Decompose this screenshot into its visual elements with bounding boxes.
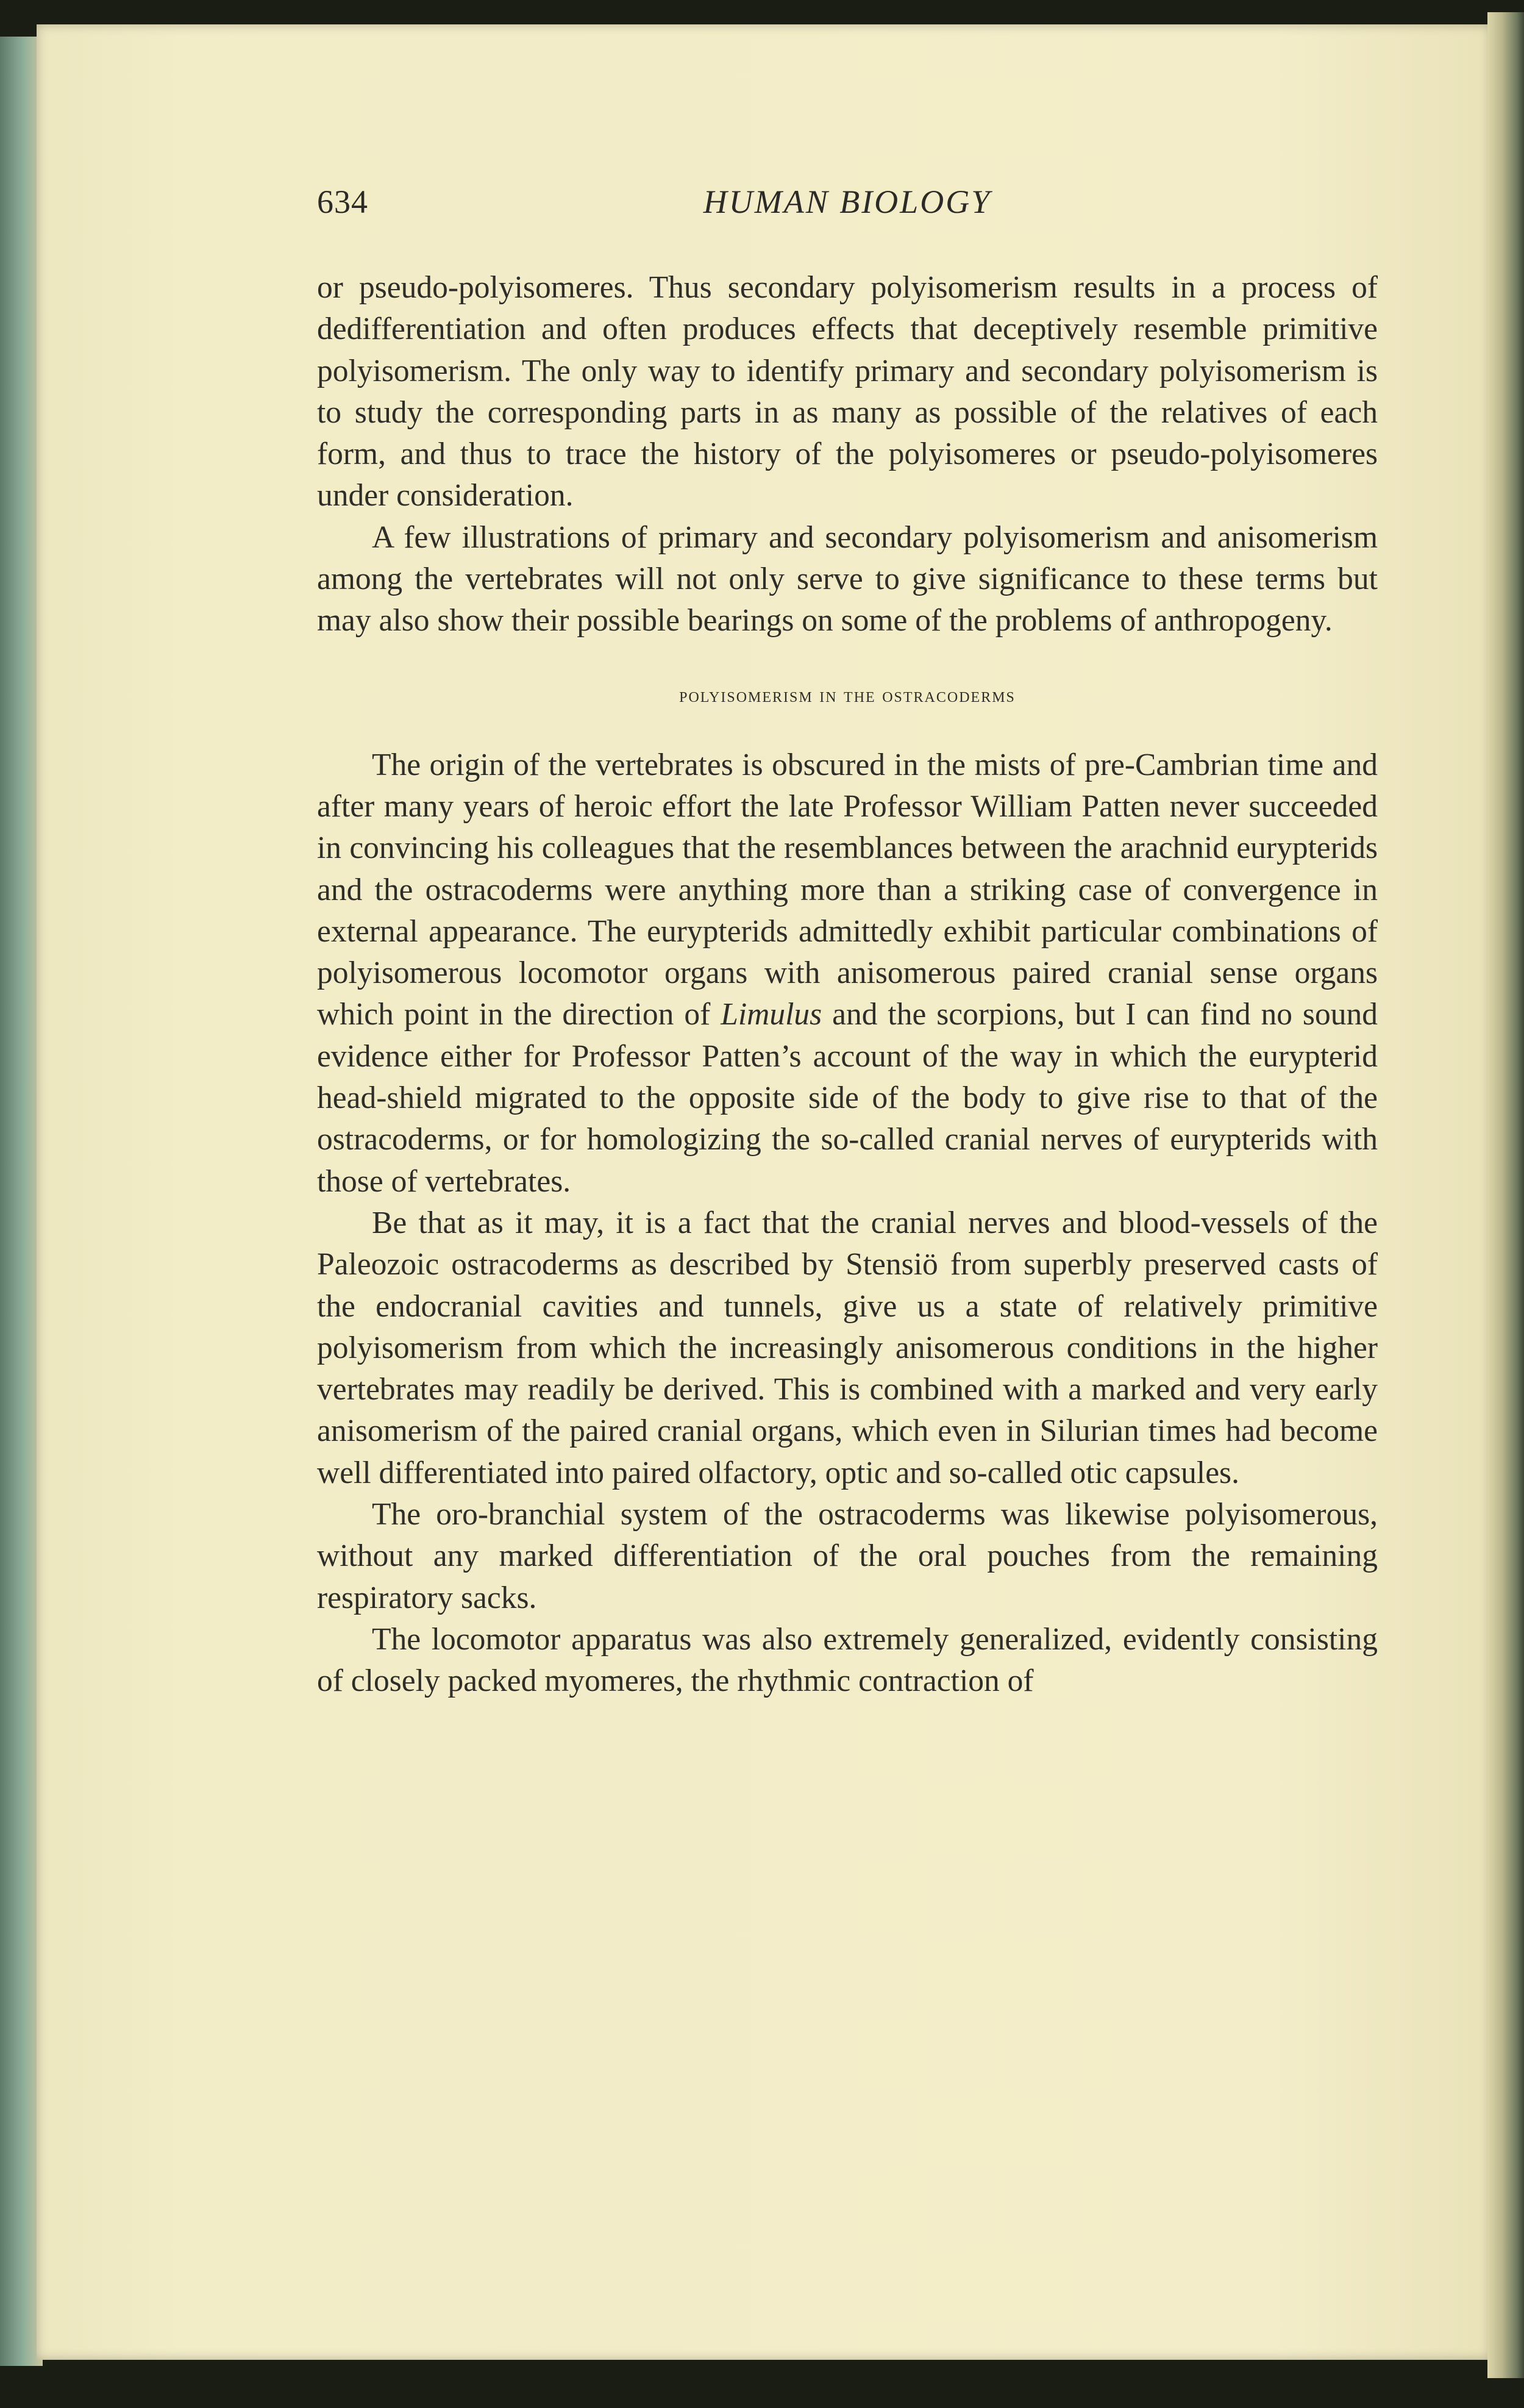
paragraph-text: The origin of the vertebrates is obscured in the mists of pre-Cambrian time and after many years of heroic effort the late Professor William Patten never succeeded in convincing his colleagues that the resemblances between the arachnid eurypterids and the ostracoderms were anything more than a striking case of convergence in external appearance. The eurypterids admittedly exhibit particular combinations of polyisomerous locomotor organs with anisomerous paired cranial sense organs which point in the direction of <box>317 747 1378 1032</box>
page-header <box>317 183 1378 238</box>
paragraph: The oro-branchial system of the ostracoderms was likewise polyisomerous, without any marked differentiation of the oral pouches from the remaining respiratory sacks. <box>317 1497 1378 1615</box>
italic-genus-name: Limulus <box>721 997 822 1032</box>
paragraph: Be that as it may, it is a fact that the cranial nerves and blood-vessels of the Paleozoic ostracoderms as described by Stensiö from superbly preserved casts of the endocranial cavities and tunnels, give us a state of relatively primitive polyisomerism from which the increasingly anisomerous conditions in the higher vertebrates may readily be derived. This is combined with a marked and very early anisomerism of the paired cranial organs, which even in Silurian times had become well differentiated into paired olfactory, optic and so-called otic capsules. <box>317 1205 1378 1490</box>
page-number: 634 <box>317 184 368 220</box>
paragraph <box>317 745 1378 1202</box>
book-edge-right <box>1487 12 1524 2378</box>
paragraph: or pseudo-polyisomeres. Thus secondary polyisomerism results in a process of dedifferentiation and often produces effects that deceptively resemble primitive polyisomerism. The only way to identify primary and secondary polyisomerism is to study the corresponding parts in as many as possible of the relatives of each form, and thus to trace the history of the polyisomeres or pseudo-polyisomeres under consideration. <box>317 270 1378 513</box>
paragraph: The locomotor apparatus was also extremely generalized, evidently consisting of closely packed myomeres, the rhythmic contraction of <box>317 1621 1378 1699</box>
section-heading: polyisomerism in the ostracoderms <box>679 684 1016 707</box>
running-head: HUMAN BIOLOGY <box>703 184 992 220</box>
paragraph-text: and the scorpions, but I can find no sound evidence either for Professor Patten’s account of the way in which the eurypterid head-shield migrated to the opposite side of the body to give rise to that of the ostracoderms, or for homologizing the so-called cranial nerves of eurypterids with those of vertebrates. <box>317 997 1378 1199</box>
page-body <box>317 267 1378 1702</box>
paragraph: A few illustrations of primary and secondary polyisomerism and anisomerism among the vertebrates will not only serve to give significance to these terms but may also show their possible bearings on some of the problems of anthropogeny. <box>317 520 1378 638</box>
